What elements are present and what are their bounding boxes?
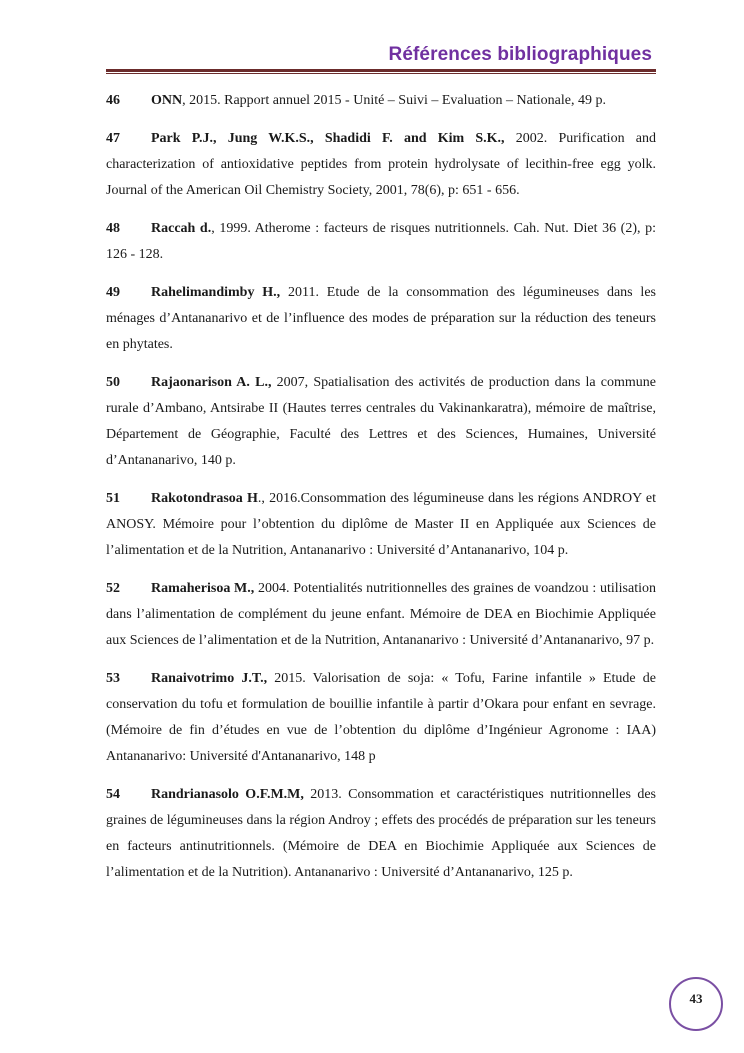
reference-text: , 2015. Rapport annuel 2015 - Unité – Suivi – Evaluation – Nationale, 49 p.	[182, 93, 606, 108]
page-header-title: Références bibliographiques	[388, 44, 652, 65]
reference-number: 52	[106, 581, 120, 596]
reference-text: 2002. Purification and characterization of antioxidative peptides from protein hydrolysate of lecithin-free egg yolk. Journal of the American Oil Chemistry Society, 2001, 78(6), p: 651 - 656.	[106, 131, 656, 198]
reference-text: 2004. Potentialités nutritionnelles des graines de voandzou : utilisation dans l’alimentation de complément du jeune enfant. Mémoire de DEA en Biochimie Appliquée aux Sciences de l’alimentation et de la Nutrition, Antananarivo : Université d’Antananarivo, 97 p.	[106, 581, 656, 648]
reference-text: , 1999. Atherome : facteurs de risques nutritionnels. Cah. Nut. Diet 36 (2), p: 126 - 128.	[106, 221, 656, 262]
reference-author: Raccah d.	[151, 221, 212, 236]
reference-text: 2007, Spatialisation des activités de production dans la commune rurale d’Ambano, Antsirabe II (Hautes terres centrales du Vakinankaratra), mémoire de maîtrise, Département de Géographie, Faculté des Lettres et des Sciences, Humaines, Université d’Antananarivo, 140 p.	[106, 375, 656, 468]
header-divider	[106, 69, 656, 75]
reference-author: ONN	[151, 93, 183, 108]
reference-author: Rajaonarison A. L.,	[151, 375, 272, 390]
reference-text: 2015. Valorisation de soja: « Tofu, Farine infantile » Etude de conservation du tofu et formulation de bouillie infantile à partir d’Okara pour enfant en sevrage. (Mémoire de fin d’études en vue de l’obtention du diplôme d’Ingénieur Agronome : IAA) Antananarivo: Université d'Antananarivo, 148 p	[106, 671, 656, 764]
reference-entry-54	[106, 782, 656, 886]
reference-list	[106, 88, 656, 898]
reference-entry-51	[106, 486, 656, 564]
reference-number: 46	[106, 93, 120, 108]
reference-entry-48	[106, 216, 656, 268]
reference-number: 51	[106, 491, 120, 506]
reference-number: 47	[106, 131, 120, 146]
reference-entry-53	[106, 666, 656, 770]
reference-text: 2011. Etude de la consommation des légumineuses dans les ménages d’Antananarivo et de l’influence des modes de préparation sur la réduction des teneurs en phytates.	[106, 285, 656, 352]
reference-author: Rahelimandimby H.,	[151, 285, 281, 300]
header-divider-thick-line	[106, 69, 656, 72]
reference-author: Randrianasolo O.F.M.M,	[151, 787, 304, 802]
reference-author: Ramaherisoa M.,	[151, 581, 255, 596]
reference-number: 48	[106, 221, 120, 236]
reference-number: 54	[106, 787, 120, 802]
reference-entry-50	[106, 370, 656, 474]
reference-number: 53	[106, 671, 120, 686]
reference-text: ., 2016.Consommation des légumineuse dans les régions ANDROY et ANOSY. Mémoire pour l’obtention du diplôme de Master II en Appliquée aux Sciences de l’alimentation et de la Nutrition, Antananarivo : Université d’Antananarivo, 104 p.	[106, 491, 656, 558]
reference-author: Rakotondrasoa H	[151, 491, 258, 506]
header-divider-thin-line	[106, 73, 656, 74]
reference-entry-46	[106, 88, 656, 114]
reference-number: 50	[106, 375, 120, 390]
reference-entry-47	[106, 126, 656, 204]
page-number-badge: 43	[669, 977, 723, 1031]
reference-author: Park P.J., Jung W.K.S., Shadidi F. and Kim S.K.,	[151, 131, 505, 146]
reference-author: Ranaivotrimo J.T.,	[151, 671, 268, 686]
reference-entry-49	[106, 280, 656, 358]
reference-entry-52	[106, 576, 656, 654]
reference-number: 49	[106, 285, 120, 300]
reference-text: 2013. Consommation et caractéristiques nutritionnelles des graines de légumineuses dans la région Androy ; effets des procédés de préparation sur les teneurs en facteurs antinutritionnels. (Mémoire de DEA en Biochimie Appliquée aux Sciences de l’alimentation et de la Nutrition). Antananarivo : Université d’Antananarivo, 125 p.	[106, 787, 656, 880]
